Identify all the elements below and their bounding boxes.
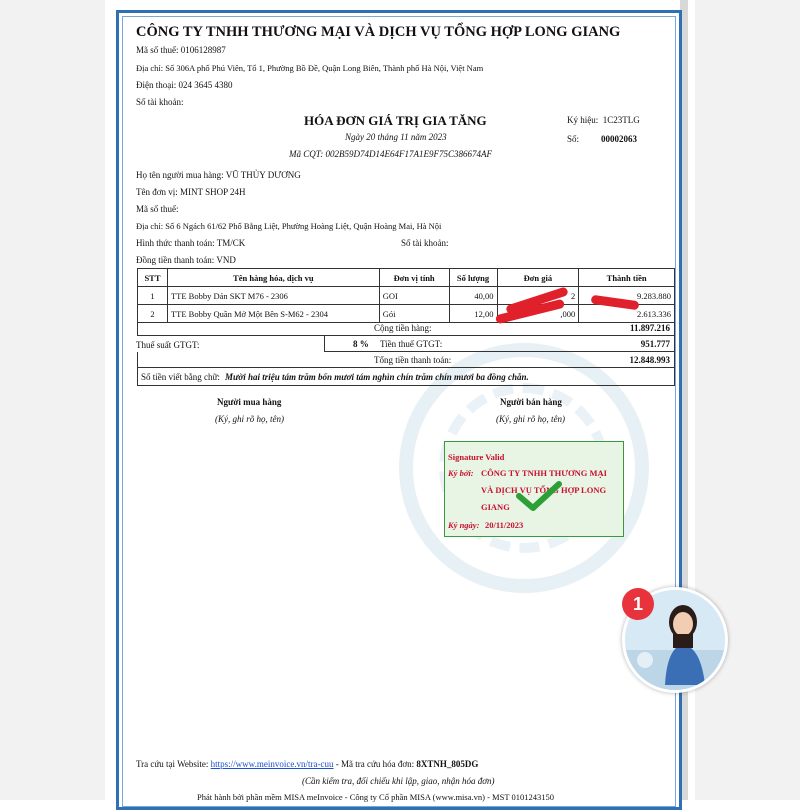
seller-phone-row bbox=[136, 81, 233, 90]
lookup-link[interactable]: https://www.meinvoice.vn/tra-cuu bbox=[210, 759, 334, 769]
vat-row bbox=[324, 336, 675, 352]
vat-rate-label: Thuế suất GTGT: bbox=[136, 340, 200, 350]
lookup-row bbox=[136, 760, 478, 769]
seller-tax-row bbox=[136, 46, 226, 55]
header-stt: STT bbox=[138, 269, 168, 287]
cell-name: TTE Bobby Quần Mở Một Bên S-M62 - 2304 bbox=[167, 305, 379, 323]
invoice-cqt: Mã CQT: 002B59D74D14E64F17A1E9F75C386674AF bbox=[289, 149, 492, 159]
buyer-currency-row bbox=[136, 256, 236, 265]
invoice-symbol-row bbox=[567, 116, 640, 125]
vat-label: Tiền thuế GTGT: bbox=[380, 339, 443, 349]
buyer-currency: VND bbox=[216, 255, 236, 265]
header-unit: Đơn vị tính bbox=[379, 269, 449, 287]
header-name: Tên hàng hóa, dịch vụ bbox=[167, 269, 379, 287]
signed-by-line1: CÔNG TY TNHH THƯƠNG MẠI bbox=[481, 468, 607, 478]
seller-address: Số 306A phố Phú Viên, Tổ 1, Phường Bồ Đề, Quận Long Biên, Thành phố Hà Nội, Việt Nam bbox=[165, 63, 484, 73]
signed-by-line3: GIANG bbox=[481, 502, 510, 512]
buyer-payment-row bbox=[136, 239, 245, 248]
total-row bbox=[137, 352, 675, 368]
sign-date-label: Ký ngày: bbox=[448, 520, 480, 530]
cell-stt: 1 bbox=[138, 287, 168, 305]
left-background bbox=[0, 0, 105, 800]
total-value: 12.848.993 bbox=[629, 355, 670, 365]
table-header-row bbox=[138, 269, 675, 287]
buyer-payment: TM/CK bbox=[216, 238, 246, 248]
buyer-unit: MINT SHOP 24H bbox=[180, 187, 246, 197]
total-label: Tổng tiền thanh toán: bbox=[374, 355, 452, 365]
invoice-title: HÓA ĐƠN GIÁ TRỊ GIA TĂNG bbox=[304, 113, 487, 128]
invoice-symbol-label: Ký hiệu: bbox=[567, 115, 599, 125]
vat-rate: 8 % bbox=[353, 339, 369, 349]
buyer-payment-label: Hình thức thanh toán: bbox=[136, 238, 215, 248]
words-label: Số tiền viết bằng chữ: bbox=[141, 372, 220, 382]
subtotal-label: Cộng tiền hàng: bbox=[374, 323, 432, 333]
cell-qty: 12,00 bbox=[449, 305, 497, 323]
footer-note: (Cần kiểm tra, đối chiếu khi lập, giao, nhận hóa đơn) bbox=[302, 776, 495, 786]
seller-phone: 024 3645 4380 bbox=[178, 80, 233, 90]
buyer-address: Số 6 Ngách 61/62 Phố Bằng Liệt, Phường Hoàng Liệt, Quận Hoàng Mai, Hà Nội bbox=[165, 221, 442, 231]
invoice-symbol: 1C23TLG bbox=[602, 115, 640, 125]
seller-address-row bbox=[136, 64, 483, 73]
cell-stt: 2 bbox=[138, 305, 168, 323]
seller-account-label: Số tài khoản: bbox=[136, 97, 184, 107]
seller-sign-title: Người bán hàng bbox=[500, 397, 562, 407]
vat-value: 951.777 bbox=[640, 339, 670, 349]
sign-date: 20/11/2023 bbox=[485, 520, 524, 530]
checkmark-icon bbox=[515, 480, 563, 512]
buyer-account-label: Số tài khoản: bbox=[401, 238, 449, 248]
invoice-number: 00002063 bbox=[601, 134, 637, 144]
digital-signature-box bbox=[444, 441, 624, 537]
buyer-address-row bbox=[136, 222, 441, 231]
invoice-number-label: Số: bbox=[567, 134, 580, 144]
buyer-unit-label: Tên đơn vị: bbox=[136, 187, 178, 197]
cell-amount: 9.283.880 bbox=[579, 287, 675, 305]
header-price: Đơn giá bbox=[497, 269, 579, 287]
words-row bbox=[137, 368, 675, 386]
buyer-sign-hint: (Ký, ghi rõ họ, tên) bbox=[215, 414, 284, 424]
signed-by-label: Ký bởi: bbox=[448, 468, 474, 478]
cell-qty: 40,00 bbox=[449, 287, 497, 305]
words-value: Mười hai triệu tám trăm bốn mươi tám nghìn chín trăm chín mươi ba đồng chẵn. bbox=[225, 372, 529, 382]
seller-company: CÔNG TY TNHH THƯƠNG MẠI VÀ DỊCH VỤ TỔNG HỢP LONG GIANG bbox=[136, 24, 621, 40]
invoice-date: Ngày 20 tháng 11 năm 2023 bbox=[345, 132, 447, 142]
signed-by-line2: VÀ DỊCH VỤ TỔNG HỢP LONG bbox=[481, 485, 607, 495]
buyer-sign-title: Người mua hàng bbox=[217, 397, 282, 407]
notification-badge: 1 bbox=[622, 588, 654, 620]
buyer-name: VŨ THỦY DƯƠNG bbox=[225, 170, 301, 180]
lookup-code: 8XTNH_805DG bbox=[416, 759, 479, 769]
lookup-label: Tra cứu tại Website: bbox=[136, 759, 209, 769]
subtotal-value: 11.897.216 bbox=[629, 323, 670, 333]
cell-price: ,000 bbox=[497, 305, 579, 323]
right-background bbox=[695, 0, 800, 800]
seller-tax-code: 0106128987 bbox=[180, 45, 226, 55]
footer-issuer: Phát hành bởi phần mềm MISA meInvoice - Công ty Cổ phần MISA (www.misa.vn) - MST 0101243150 bbox=[197, 792, 554, 802]
signature-valid-text: Signature Valid bbox=[448, 452, 505, 462]
buyer-tax-label: Mã số thuế: bbox=[136, 204, 179, 214]
cell-name: TTE Bobby Dán SKT M76 - 2306 bbox=[167, 287, 379, 305]
lookup-code-label: - Mã tra cứu hóa đơn: bbox=[335, 759, 415, 769]
cell-unit: GOI bbox=[379, 287, 449, 305]
header-qty: Số lượng bbox=[449, 269, 497, 287]
buyer-name-row bbox=[136, 171, 301, 180]
buyer-currency-label: Đồng tiền thanh toán: bbox=[136, 255, 215, 265]
invoice-document bbox=[116, 10, 682, 810]
seller-sign-hint: (Ký, ghi rõ họ, tên) bbox=[496, 414, 565, 424]
buyer-name-label: Họ tên người mua hàng: bbox=[136, 170, 224, 180]
cell-amount: 2.613.336 bbox=[579, 305, 675, 323]
seller-tax-label: Mã số thuế: bbox=[136, 45, 179, 55]
buyer-address-label: Địa chỉ: bbox=[136, 221, 164, 231]
cell-unit: Gói bbox=[379, 305, 449, 323]
buyer-unit-row bbox=[136, 188, 246, 197]
seller-phone-label: Điện thoại: bbox=[136, 80, 177, 90]
seller-address-label: Địa chỉ: bbox=[136, 63, 164, 73]
subtotal-row bbox=[137, 320, 675, 336]
cell-price: 2 bbox=[497, 287, 579, 305]
header-amount: Thành tiền bbox=[579, 269, 675, 287]
